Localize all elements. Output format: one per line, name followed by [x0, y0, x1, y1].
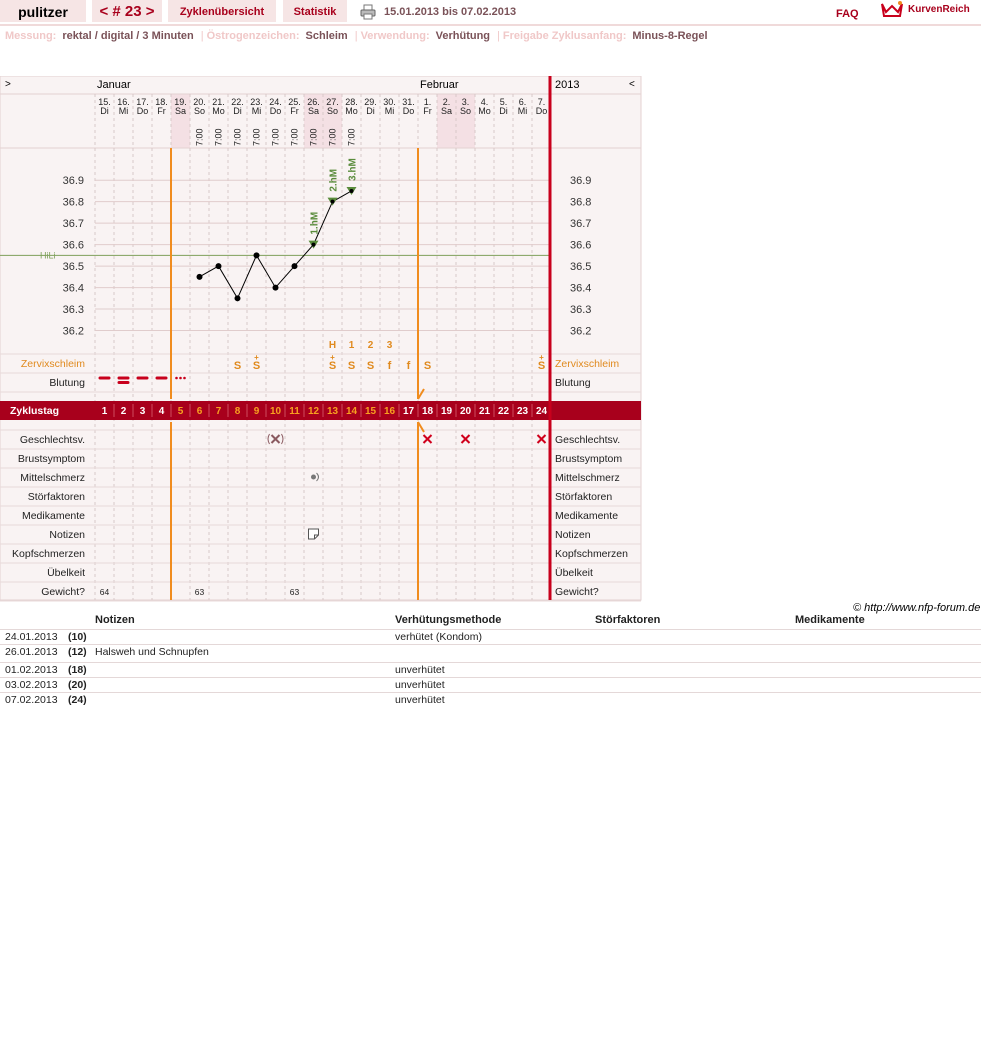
temperature-point: [197, 274, 203, 280]
day-weekday: So: [193, 106, 206, 116]
cycle-day-number: 15: [364, 406, 377, 417]
row-label-bleeding-right: Blutung: [555, 377, 591, 389]
cycle-day-number: 18: [421, 406, 434, 417]
day-weekday: Di: [100, 106, 109, 116]
notes-date: 24.01.2013: [5, 631, 58, 643]
mucus-mark: S: [537, 360, 546, 372]
cycle-day-label: Zyklustag: [10, 405, 60, 417]
day-weekday: Fr: [290, 106, 299, 116]
measurement-time: 7:00: [308, 128, 319, 146]
mucus-peak-label: 3: [386, 340, 393, 351]
logo[interactable]: [880, 0, 981, 22]
y-tick-label-right: 36.8: [570, 196, 592, 209]
y-tick-label-right: 36.5: [570, 261, 592, 274]
row-label-right: Mittelschmerz: [555, 472, 620, 484]
cycle-day-number: 8: [234, 406, 241, 417]
day-date: 25.: [288, 97, 301, 107]
row-label-right: Brustsymptom: [555, 453, 623, 465]
y-tick-label-left: 36.5: [62, 261, 84, 274]
settings-separator: |: [354, 30, 358, 42]
day-date: 15.: [98, 97, 111, 107]
y-tick-label-left: 36.4: [62, 282, 84, 295]
notes-row: [0, 644, 981, 659]
cycle-day-number: 23: [516, 406, 529, 417]
row-label-bleeding: Blutung: [49, 377, 85, 389]
day-date: 26.: [307, 97, 320, 107]
notes-method: unverhütet: [395, 694, 445, 706]
username: pulitzer: [0, 0, 86, 22]
mucus-plus-mark: +: [330, 353, 335, 362]
day-date: 19.: [174, 97, 187, 107]
day-date: 7.: [537, 97, 546, 107]
settings-value: rektal / digital / 3 Minuten: [62, 30, 194, 42]
cycle-day-number: 16: [383, 406, 396, 417]
day-weekday: Do: [402, 106, 415, 116]
notes-method: unverhütet: [395, 679, 445, 691]
day-date: 31.: [402, 97, 415, 107]
settings-separator: |: [497, 30, 500, 42]
cycle-day-number: 10: [269, 406, 282, 417]
row-label-mucus: Zervixschleim: [20, 358, 85, 370]
day-date: 1.: [423, 97, 432, 107]
measurement-settings: [5, 30, 712, 42]
y-tick-label-left: 36.3: [62, 304, 84, 317]
measurement-time: 7:00: [213, 128, 224, 146]
y-tick-label-right: 36.3: [570, 304, 592, 317]
notes-cycle-day: (10): [68, 631, 87, 643]
bleeding-spotting-mark: [175, 377, 178, 380]
cycle-day-number: 11: [289, 406, 300, 417]
bleeding-spotting-mark: [179, 377, 182, 380]
day-weekday: Di: [233, 106, 242, 116]
day-weekday: Di: [366, 106, 375, 116]
temperature-point: [273, 285, 279, 291]
y-tick-label-left: 36.8: [62, 196, 84, 209]
y-tick-label-left: 36.7: [62, 218, 84, 231]
mucus-plus-mark: +: [539, 353, 544, 362]
mucus-mark: S: [328, 360, 337, 372]
row-label-right: Kopfschmerzen: [555, 548, 628, 560]
mucus-mark: S: [233, 360, 242, 372]
cycle-day-number: 17: [402, 406, 415, 417]
cycle-day-number: 6: [196, 406, 203, 417]
day-weekday: Mi: [384, 106, 395, 116]
temperature-point: [292, 263, 298, 269]
row-label: Notizen: [49, 529, 85, 541]
cycle-day-number: 5: [177, 406, 184, 417]
notes-date: 03.02.2013: [5, 679, 58, 691]
printer-icon[interactable]: [360, 4, 376, 20]
day-date: 21.: [212, 97, 225, 107]
notes-text: Halsweh und Schnupfen: [95, 646, 209, 658]
measurement-time: 7:00: [232, 128, 243, 146]
row-label-right: Gewicht?: [555, 586, 599, 598]
month-label: Februar: [420, 79, 459, 91]
day-date: 17.: [136, 97, 149, 107]
day-weekday: Do: [535, 106, 548, 116]
mucus-peak-label: 2: [367, 340, 374, 351]
y-tick-label-right: 36.2: [570, 325, 592, 338]
day-weekday: Do: [136, 106, 149, 116]
notes-date: 26.01.2013: [5, 646, 58, 658]
day-weekday: Di: [499, 106, 508, 116]
day-date: 22.: [231, 97, 244, 107]
settings-label: Verwendung:: [360, 30, 430, 42]
copyright: © http://www.nfp-forum.de: [853, 602, 981, 614]
mucus-peak-label: 1: [348, 340, 355, 351]
mittelschmerz-icon: [311, 475, 316, 480]
logo-text: KurvenReich: [908, 4, 970, 15]
temperature-point: [312, 243, 316, 247]
notes-date: 01.02.2013: [5, 664, 58, 676]
day-date: 4.: [480, 97, 489, 107]
mucus-plus-mark: +: [254, 353, 259, 362]
chart-nav-left: >: [5, 79, 11, 90]
y-tick-label-right: 36.7: [570, 218, 592, 231]
y-tick-label-left: 36.9: [62, 175, 84, 188]
mucus-mark: f: [406, 360, 411, 372]
temperature-point: [254, 252, 260, 258]
row-label: Brustsymptom: [17, 453, 85, 465]
measurement-time: 7:00: [327, 128, 338, 146]
faq-link[interactable]: FAQ: [836, 8, 859, 20]
cycle-navigation[interactable]: < # 23 >: [92, 0, 162, 22]
temperature-point: [216, 263, 222, 269]
settings-value: Minus-8-Regel: [632, 30, 708, 42]
date-range: 15.01.2013 bis 07.02.2013: [384, 6, 517, 18]
day-date: 20.: [193, 97, 206, 107]
day-weekday: Fr: [423, 106, 432, 116]
row-label: Medikamente: [21, 510, 85, 522]
day-weekday: Mo: [345, 106, 358, 116]
row-label: Geschlechtsv.: [19, 434, 85, 446]
row-label: Gewicht?: [41, 586, 85, 598]
mucus-mark: S: [366, 360, 375, 372]
cycle-day-number: 12: [307, 406, 320, 417]
bleeding-spotting-mark: [183, 377, 186, 380]
day-weekday: Mi: [251, 106, 262, 116]
notes-cycle-day: (18): [68, 664, 87, 676]
settings-label: Messung:: [5, 30, 57, 42]
cycle-chart: [0, 76, 642, 602]
mucus-peak-label: H: [328, 340, 337, 351]
weight-value: 64: [99, 587, 110, 597]
cycle-day-number: 1: [101, 406, 108, 417]
notes-row: [0, 677, 981, 692]
settings-label: Freigabe Zyklusanfang:: [502, 30, 627, 42]
cycle-day-number: 22: [497, 406, 510, 417]
notes-header-disruptions: Störfaktoren: [595, 614, 661, 626]
y-tick-label-left: 36.6: [62, 239, 84, 252]
cycle-day-number: 9: [253, 406, 260, 417]
measurement-time: 7:00: [289, 128, 300, 146]
settings-label: Östrogenzeichen:: [206, 30, 300, 42]
higher-measurement-label: 3.hM: [347, 158, 359, 181]
bleeding-mark: [118, 377, 130, 380]
notes-cycle-day: (20): [68, 679, 87, 691]
temperature-point: [350, 189, 354, 193]
settings-value: Schleim: [305, 30, 348, 42]
top-bar: [0, 0, 981, 26]
day-date: 5.: [499, 97, 508, 107]
month-label: Januar: [97, 79, 131, 91]
row-label-right: Medikamente: [555, 510, 619, 522]
bleeding-mark: [137, 377, 149, 380]
mucus-mark: f: [387, 360, 392, 372]
temperature-point: [331, 200, 335, 204]
settings-value: Verhütung: [435, 30, 491, 42]
tab-cycle-overview[interactable]: Zyklenübersicht: [168, 0, 276, 22]
cycle-day-number: 13: [326, 406, 339, 417]
notes-date: 07.02.2013: [5, 694, 58, 706]
day-weekday: Mi: [517, 106, 528, 116]
weight-value: 63: [289, 587, 300, 597]
cycle-day-number: 20: [459, 406, 472, 417]
day-date: 29.: [364, 97, 377, 107]
notes-header-notes: Notizen: [95, 614, 135, 626]
day-date: 27.: [326, 97, 339, 107]
bleeding-mark: [156, 377, 168, 380]
year-label: 2013: [555, 79, 580, 91]
day-weekday: Mi: [118, 106, 129, 116]
temperature-point: [235, 295, 241, 301]
hili-label: HiLi: [40, 250, 56, 261]
y-tick-label-right: 36.6: [570, 239, 592, 252]
notes-method: unverhütet: [395, 664, 445, 676]
row-label: Übelkeit: [47, 567, 85, 579]
higher-measurement-label: 1.hM: [309, 211, 321, 235]
tab-statistics[interactable]: Statistik: [283, 0, 347, 22]
day-date: 2.: [442, 97, 451, 107]
day-weekday: Fr: [157, 106, 166, 116]
day-date: 18.: [155, 97, 168, 107]
row-label-right: Notizen: [555, 529, 591, 541]
weight-value: 63: [194, 587, 205, 597]
cycle-day-number: 3: [139, 406, 146, 417]
notes-header-medication: Medikamente: [795, 614, 865, 626]
day-date: 28.: [345, 97, 358, 107]
cycle-day-number: 4: [158, 406, 165, 417]
settings-separator: |: [200, 30, 204, 42]
day-weekday: Sa: [440, 106, 453, 116]
notes-header-method: Verhütungsmethode: [395, 614, 502, 626]
notes-row: [0, 662, 981, 677]
day-date: 3.: [461, 97, 470, 107]
notes-row: [0, 629, 981, 644]
measurement-time: 7:00: [346, 128, 357, 146]
notes-row: [0, 692, 981, 707]
day-date: 30.: [383, 97, 396, 107]
chart-panel: [0, 76, 641, 600]
cycle-day-number: 21: [478, 406, 491, 417]
day-weekday: Do: [269, 106, 282, 116]
cycle-day-number: 24: [535, 406, 548, 417]
day-date: 6.: [518, 97, 527, 107]
mucus-mark: S: [423, 360, 432, 372]
row-label: Mittelschmerz: [20, 472, 85, 484]
day-weekday: Sa: [174, 106, 187, 116]
cycle-day-number: 14: [345, 406, 358, 417]
day-weekday: Mo: [212, 106, 225, 116]
bleeding-mark: [99, 377, 111, 380]
measurement-time: 7:00: [270, 128, 281, 146]
day-weekday: Mo: [478, 106, 491, 116]
row-label-right: Störfaktoren: [555, 491, 613, 503]
day-weekday: Sa: [307, 106, 320, 116]
day-weekday: So: [326, 106, 339, 116]
measurement-time: 7:00: [251, 128, 262, 146]
day-date: 24.: [269, 97, 282, 107]
cycle-day-number: 19: [440, 406, 453, 417]
row-label-mucus-right: Zervixschleim: [555, 358, 620, 370]
y-tick-label-right: 36.4: [570, 282, 592, 295]
row-label-right: Geschlechtsv.: [555, 434, 621, 446]
row-label: Störfaktoren: [27, 491, 85, 503]
mucus-mark: S: [347, 360, 356, 372]
notes-method: verhütet (Kondom): [395, 631, 482, 643]
row-label-right: Übelkeit: [555, 567, 593, 579]
day-weekday: So: [459, 106, 472, 116]
row-label: Kopfschmerzen: [12, 548, 85, 560]
y-tick-label-left: 36.2: [62, 325, 84, 338]
notes-cycle-day: (24): [68, 694, 87, 706]
y-tick-label-right: 36.9: [570, 175, 592, 188]
crown-logo-icon: [880, 0, 904, 18]
higher-measurement-label: 2.hM: [328, 168, 340, 192]
mucus-mark: S: [252, 360, 261, 372]
bleeding-mark: [118, 381, 130, 384]
cycle-day-number: 7: [215, 406, 222, 417]
measurement-time: 7:00: [194, 128, 205, 146]
notes-cycle-day: (12): [68, 646, 87, 658]
day-date: 23.: [250, 97, 263, 107]
chart-nav-right: <: [629, 79, 635, 90]
cycle-day-number: 2: [120, 406, 127, 417]
day-date: 16.: [117, 97, 130, 107]
